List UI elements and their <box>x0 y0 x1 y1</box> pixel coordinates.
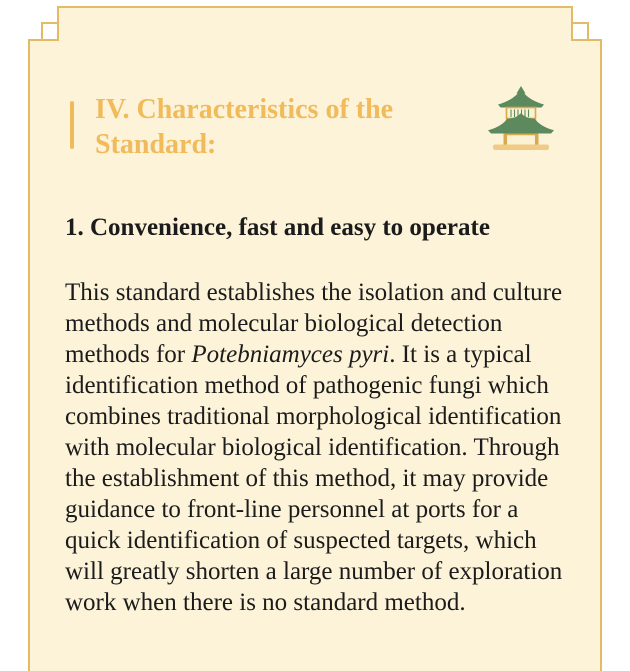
paragraph-line <box>65 339 605 370</box>
paragraph-text: identification method of pathogenic fungi which <box>65 372 549 399</box>
pagoda-icon <box>487 85 555 156</box>
paragraph-text: will greatly shorten a large number of exploration <box>65 558 563 585</box>
page-title-line1: IV. Characteristics of the <box>95 94 394 125</box>
paragraph-line <box>65 556 605 587</box>
paragraph-line <box>65 432 605 463</box>
paragraph-text: the establishment of this method, it may provide <box>65 465 549 492</box>
page-title-line2: Standard: <box>95 129 217 160</box>
corner-square-left <box>42 23 58 40</box>
species-name-italic: Potebniamyces pyri <box>191 341 390 368</box>
paragraph-text: This standard establishes the isolation and culture <box>65 279 563 306</box>
paragraph-line <box>65 277 605 308</box>
paragraph-text: work when there is no standard method. <box>65 589 466 616</box>
paragraph-text: guidance to front-line personnel at ports for a <box>65 496 519 523</box>
paragraph-text: combines traditional morphological identification <box>65 403 562 430</box>
paragraph-line <box>65 370 605 401</box>
paragraph-text: with molecular biological identification. Through <box>65 434 560 461</box>
paragraph-line <box>65 494 605 525</box>
section-title: 1. Convenience, fast and easy to operate <box>65 214 490 241</box>
paragraph-text: . It is a typical <box>389 341 532 368</box>
paragraph-text: methods and molecular biological detection <box>65 310 503 337</box>
paragraph-line <box>65 308 605 339</box>
paragraph-line <box>65 401 605 432</box>
paragraph-line <box>65 587 605 618</box>
page-title <box>95 92 455 162</box>
heading-accent-bar <box>70 101 74 149</box>
paragraph <box>65 277 605 618</box>
paragraph-line <box>65 525 605 556</box>
paragraph-text: quick identification of suspected targets, which <box>65 527 537 554</box>
paragraph-text: methods for <box>65 341 192 368</box>
paragraph-line <box>65 463 605 494</box>
corner-square-right <box>572 23 588 40</box>
